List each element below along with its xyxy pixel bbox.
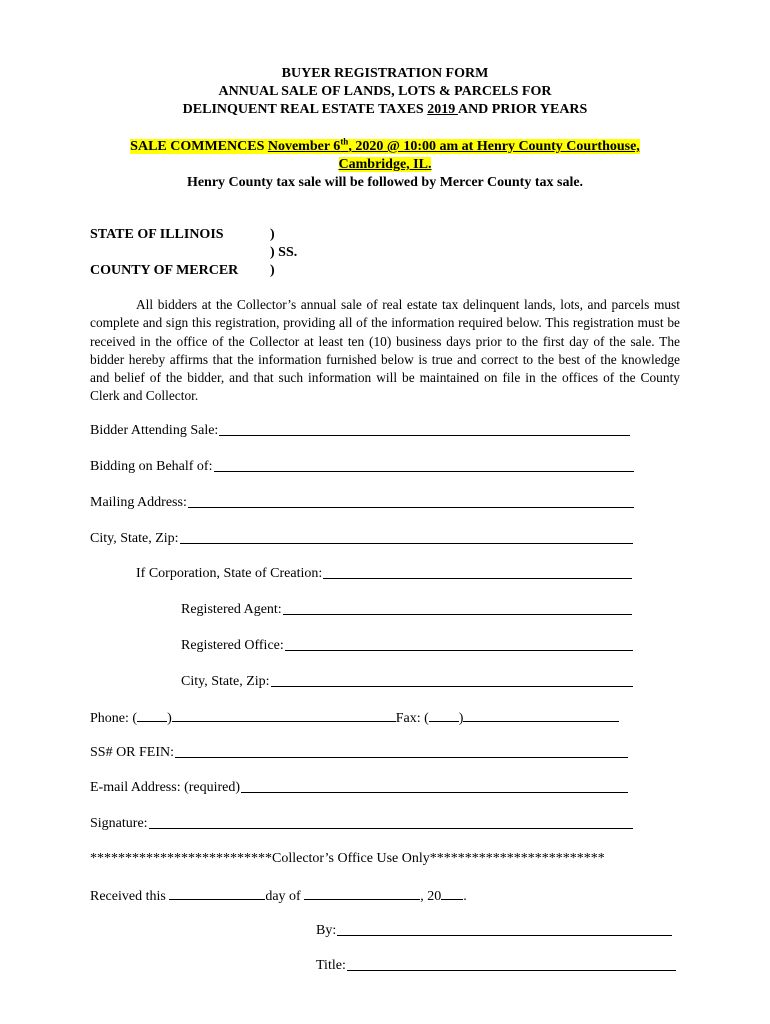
email-field[interactable] xyxy=(90,780,628,796)
bidding-on-behalf-label: Bidding on Behalf of: xyxy=(90,459,213,474)
email-label: E-mail Address: (required) xyxy=(90,780,241,795)
sale-date-year: , 2020 @ xyxy=(348,139,404,154)
corp-state-label: If Corporation, State of Creation: xyxy=(136,566,323,581)
form-subtitle-line: ANNUAL SALE OF LANDS, LOTS & PARCELS FOR xyxy=(218,84,552,99)
by-line[interactable] xyxy=(337,935,672,936)
tax-year: 2019 xyxy=(427,102,458,117)
registered-office-label: Registered Office: xyxy=(181,638,284,653)
by-label: By: xyxy=(316,923,337,938)
received-month-line[interactable] xyxy=(304,887,420,900)
title-field[interactable] xyxy=(316,958,676,974)
sale-date: November 6 xyxy=(267,139,341,154)
year-prefix: , 20 xyxy=(420,889,442,904)
corp-city-state-zip-label: City, State, Zip: xyxy=(181,674,270,689)
registered-agent-line[interactable] xyxy=(283,614,632,615)
corp-city-state-zip-field[interactable] xyxy=(181,674,633,690)
phone-area-code-line[interactable] xyxy=(137,709,167,722)
signature-field[interactable] xyxy=(90,816,633,832)
city-state-zip-label: City, State, Zip: xyxy=(90,531,179,546)
signature-line[interactable] xyxy=(149,828,633,829)
received-year-line[interactable] xyxy=(441,887,463,900)
corp-state-line[interactable] xyxy=(323,578,632,579)
phone-paren-close: ) xyxy=(167,711,172,726)
fax-number-line[interactable] xyxy=(463,709,619,722)
venue-paren-top: ) xyxy=(270,227,275,242)
mailing-address-line[interactable] xyxy=(188,507,634,508)
sale-city-line xyxy=(0,157,770,173)
mailing-address-label: Mailing Address: xyxy=(90,495,187,510)
registered-office-line[interactable] xyxy=(285,650,633,651)
email-line[interactable] xyxy=(241,792,628,793)
fax-label: Fax: ( xyxy=(395,711,429,726)
day-of-label: day of xyxy=(265,889,305,904)
sale-date-suffix: th xyxy=(340,136,349,147)
sale-followup: Henry County tax sale will be followed by Mercer County tax sale. xyxy=(186,175,584,190)
phone-fax-row xyxy=(90,709,619,727)
ss-fein-field[interactable] xyxy=(90,745,628,761)
registered-agent-field[interactable] xyxy=(181,602,632,618)
sale-label: SALE COMMENCES xyxy=(130,139,268,154)
sale-city: Cambridge, IL. xyxy=(338,157,432,172)
mailing-address-field[interactable] xyxy=(90,495,634,511)
by-field[interactable] xyxy=(316,923,672,939)
intro-paragraph: All bidders at the Collector’s annual sale of real estate tax delinquent lands, lots, and parcels must complete and sign this registration, providing all of the information required below. This registration must be received in the office of the Collector at least ten (10) business days prior to the first day of the sale. The bidder hereby affirms that the information furnished below is true and correct to the best of the knowledge and belief of the bidder, and that such information will be maintained on file in the offices of the County Clerk and Collector. xyxy=(90,297,680,404)
ss-fein-label: SS# OR FEIN: xyxy=(90,745,175,760)
bidding-on-behalf-field[interactable] xyxy=(90,459,634,475)
form-subtitle-taxes xyxy=(0,102,770,118)
received-this-label: Received this xyxy=(90,889,170,904)
received-row xyxy=(90,887,467,905)
city-state-zip-field[interactable] xyxy=(90,531,633,547)
year-suffix: . xyxy=(463,889,467,904)
venue-state: STATE OF ILLINOIS xyxy=(90,227,224,242)
taxes-text-end: AND PRIOR YEARS xyxy=(457,102,588,117)
venue-ss: ) SS. xyxy=(270,245,298,260)
registered-agent-label: Registered Agent: xyxy=(181,602,282,617)
fax-area-code-line[interactable] xyxy=(429,709,459,722)
city-state-zip-line[interactable] xyxy=(180,543,633,544)
phone-label: Phone: ( xyxy=(90,711,138,726)
venue-paren-bottom: ) xyxy=(270,263,275,278)
title-label: Title: xyxy=(316,958,346,973)
sale-commences-line xyxy=(0,136,770,155)
registered-office-field[interactable] xyxy=(181,638,633,654)
ss-fein-line[interactable] xyxy=(175,757,628,758)
phone-number-line[interactable] xyxy=(172,709,396,722)
bidder-attending-label: Bidder Attending Sale: xyxy=(90,423,219,438)
sale-time-location: 10:00 am at Henry County Courthouse, xyxy=(403,139,640,154)
bidder-attending-field[interactable] xyxy=(90,423,630,439)
taxes-text: DELINQUENT REAL ESTATE TAXES xyxy=(182,102,428,117)
corp-state-field[interactable] xyxy=(136,566,632,582)
fax-paren-close: ) xyxy=(458,711,464,726)
corp-city-state-zip-line[interactable] xyxy=(271,686,633,687)
venue-county: COUNTY OF MERCER xyxy=(90,263,239,278)
bidding-on-behalf-line[interactable] xyxy=(214,471,635,472)
office-use-banner: **************************Collector’s Office Use Only************************* xyxy=(90,851,605,866)
signature-label: Signature: xyxy=(90,816,148,831)
title-line[interactable] xyxy=(347,970,676,971)
bidder-attending-line[interactable] xyxy=(219,435,630,436)
received-day-line[interactable] xyxy=(169,887,265,900)
form-title: BUYER REGISTRATION FORM xyxy=(281,66,489,81)
